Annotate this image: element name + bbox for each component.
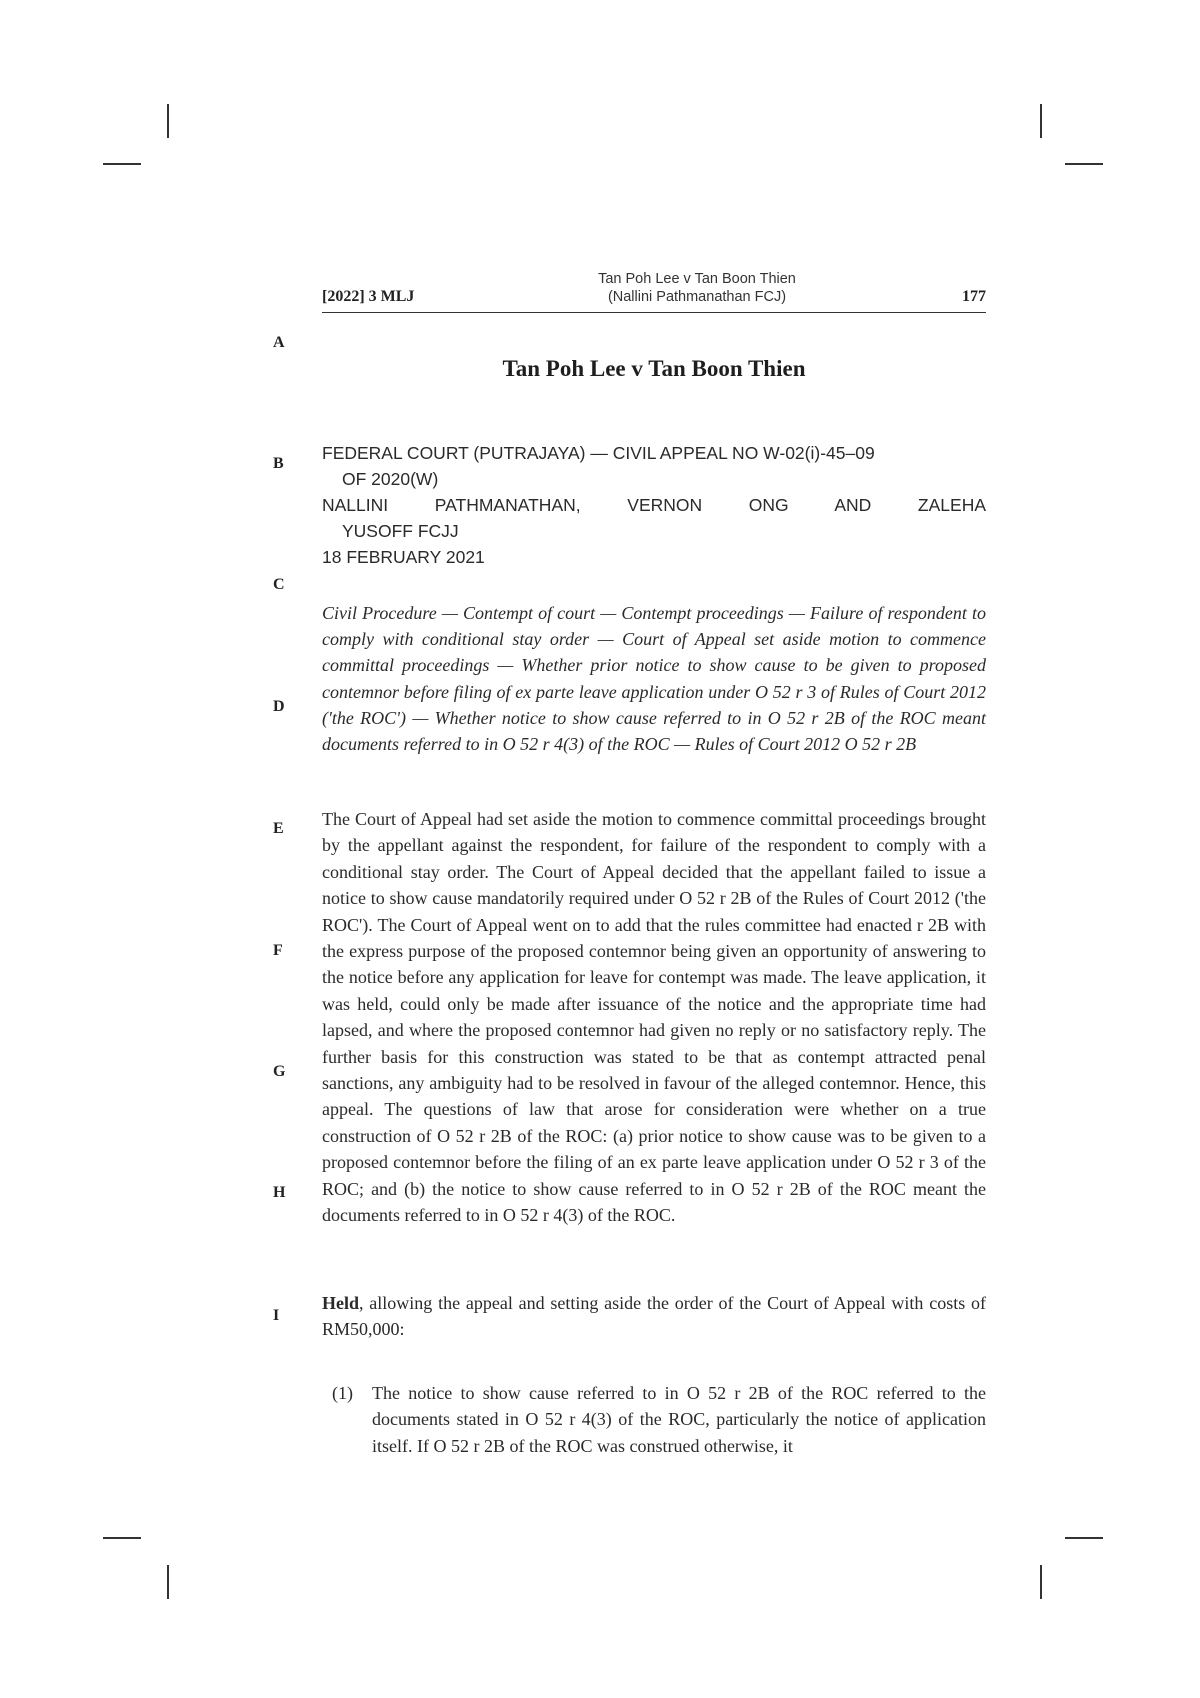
headnote-paragraph: The Court of Appeal had set aside the motion to commence committal proceedings brought by the appellant against the respondent, for failure of the respondent to comply with a conditional stay order. The Court of Appeal decided that the appellant failed to issue a notice to show cause mandatorily required under O 52 r 2B of the Rules of Court 2012 ('the ROC'). The Court of Appeal went on to add that the rules committee had enacted r 2B with the express purpose of the proposed contemnor being given an opportunity of answering to the notice before any application for leave for contempt was made. The leave application, it was held, could only be made after issuance of the notice and the appropriate time had lapsed, and where the proposed contemnor had given no reply or no satisfactory reply. The further basis for this construction was stated to be that as contempt attracted penal sanctions, any ambiguity had to be resolved in favour of the alleged contemnor. Hence, this appeal. The questions of law that arose for consideration were whether on a true construction of O 52 r 2B of the ROC: (a) prior notice to show cause was to be given to a proposed contemnor before the filing of an ex parte leave application under O 52 r 3 of the ROC; and (b) the notice to show cause referred to in O 52 r 2B of the ROC meant the documents referred to in O 52 r 4(3) of the ROC. — [322, 809, 986, 1226]
crop-mark-bottom-left-horizontal — [103, 1537, 141, 1539]
held-text: , allowing the appeal and setting aside the order of the Court of Appeal with costs of RM50,000: — [322, 1293, 986, 1340]
judges-line-2: YUSOFF FCJJ — [342, 521, 459, 541]
running-head — [322, 268, 986, 313]
crop-mark-bottom-left-vertical — [167, 1565, 169, 1599]
case-title: Tan Poh Lee v Tan Boon Thien — [502, 356, 806, 381]
citation: [2022] 3 MLJ — [322, 288, 415, 305]
crop-mark-bottom-right-vertical — [1040, 1565, 1042, 1599]
judgment-date: 18 FEBRUARY 2021 — [322, 547, 485, 567]
running-case-line-2: (Nallini Pathmanathan FCJ) — [607, 289, 787, 305]
crop-mark-top-right-vertical — [1040, 104, 1042, 138]
held-point — [322, 1380, 986, 1459]
catchwords: Civil Procedure — Contempt of court — Contempt proceedings — Failure of respondent to comply with conditional stay order — Court of Appeal set aside motion to commence committal proceedings — Whether prior notice to show cause to be given to proposed contemnor before filing of ex parte leave application under O 52 r 3 of Rules of Court 2012 ('the ROC') — Whether notice to show cause referred to in O 52 r 2B of the ROC meant documents referred to in O 52 r 4(3) of the ROC — Rules of Court 2012 O 52 r 2B — [322, 603, 986, 755]
crop-mark-bottom-right-horizontal — [1065, 1537, 1103, 1539]
held-point-number: (1) — [332, 1383, 353, 1403]
margin-letter-c: C — [273, 576, 285, 593]
running-case-name — [572, 270, 822, 306]
margin-letter-e: E — [273, 820, 284, 837]
page-number: 177 — [962, 288, 986, 305]
held-label: Held — [322, 1293, 360, 1313]
crop-mark-top-right-horizontal — [1065, 163, 1103, 165]
margin-letter-g: G — [273, 1063, 286, 1080]
margin-letter-b: B — [273, 455, 284, 472]
judges-line-1: NALLINI PATHMANATHAN, VERNON ONG AND ZALEHA — [322, 495, 986, 515]
margin-letter-f: F — [273, 942, 283, 959]
held-paragraph — [322, 1290, 986, 1343]
held-point-text: The notice to show cause referred to in O 52 r 2B of the ROC referred to the documents stated in O 52 r 4(3) of the ROC, particularly the notice of application itself. If O 52 r 2B of the ROC was construed otherwise, it — [372, 1383, 986, 1456]
margin-letter-a: A — [273, 334, 285, 351]
crop-mark-top-left-horizontal — [103, 163, 141, 165]
court-line-2: OF 2020(W) — [342, 469, 439, 489]
crop-mark-top-left-vertical — [167, 104, 169, 138]
court-line-1: FEDERAL COURT (PUTRAJAYA) — CIVIL APPEAL NO W-02(i)-45–09 — [322, 443, 875, 463]
margin-letter-h: H — [273, 1184, 286, 1201]
running-case-line-1: Tan Poh Lee v Tan Boon Thien — [598, 271, 796, 287]
margin-letter-i: I — [273, 1307, 280, 1324]
court-block — [322, 440, 986, 570]
margin-letter-d: D — [273, 698, 285, 715]
